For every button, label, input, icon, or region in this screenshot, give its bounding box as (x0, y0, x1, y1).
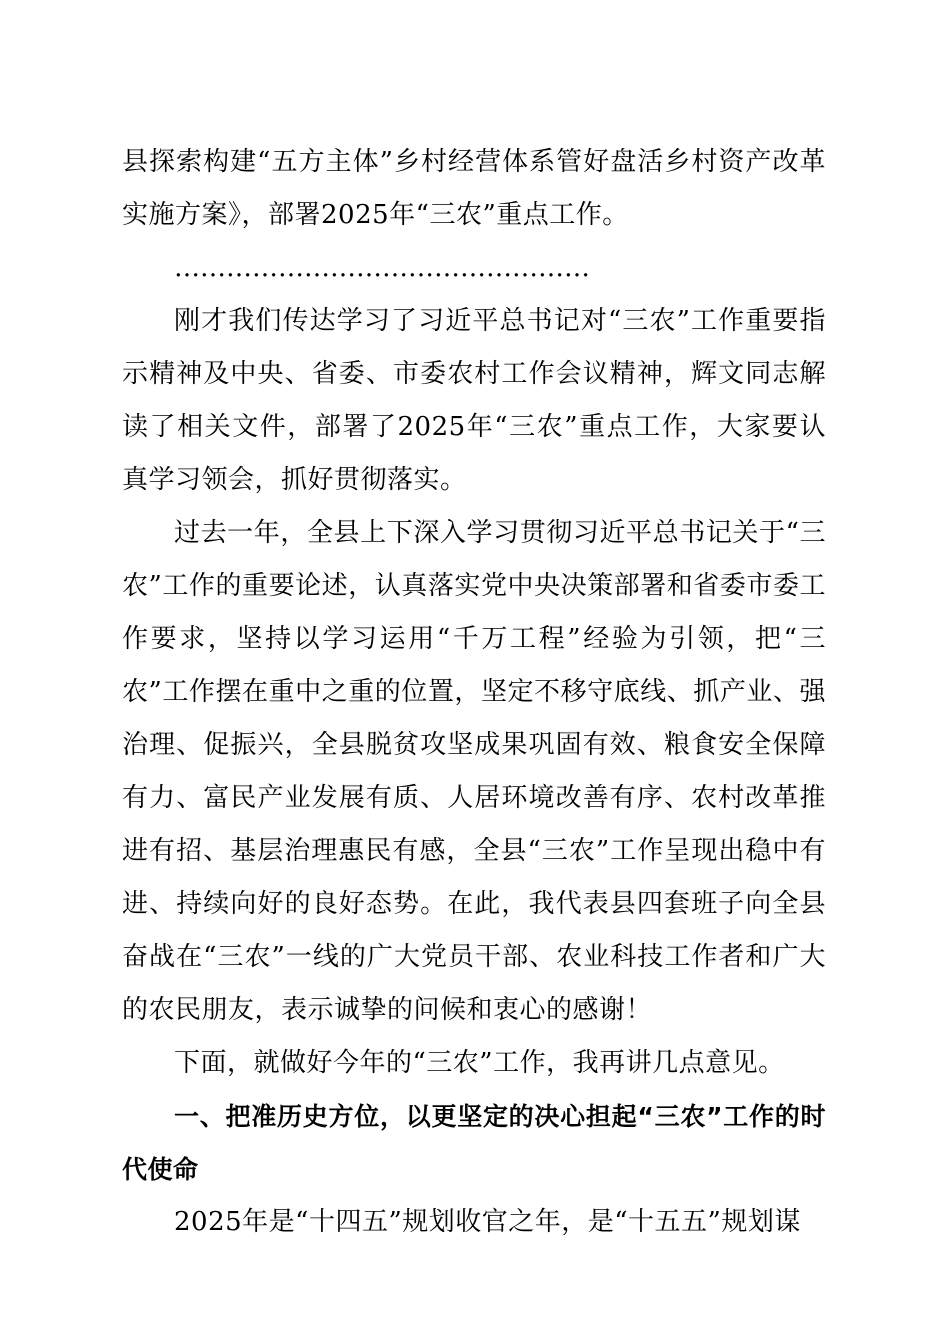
omission-ellipsis: ………………………………………… (174, 253, 590, 283)
paragraph-2025: 2025年是“十四五”规划收官之年，是“十五五”规划谋 (174, 1207, 801, 1237)
section-heading-1: 一、把准历史方位，以更坚定的决心担起“三农”工作的时代使命 (122, 1102, 826, 1184)
paragraph-intro: 下面，就做好今年的“三农”工作，我再讲几点意见。 (174, 1048, 785, 1078)
paragraph-transmission: 刚才我们传达学习了习近平总书记对“三农”工作重要指示精神及中央、省委、市委农村工作会议精神，辉文同志解读了相关文件，部署了2025年“三农”重点工作，大家要认真学习领会，抓好贯彻落实。 (122, 306, 826, 495)
document-page (122, 136, 826, 1249)
paragraph-review: 过去一年，全县上下深入学习贯彻习近平总书记关于“三农”工作的重要论述，认真落实党中央决策部署和省委市委工作要求，坚持以学习运用“千万工程”经验为引领，把“三农”工作摆在重中之重的位置，坚定不移守底线、抓产业、强治理、促振兴，全县脱贫攻坚成果巩固有效、粮食安全保障有力、富民产业发展有质、人居环境改善有序、农村改革推进有招、基层治理惠民有感，全县“三农”工作呈现出稳中有进、持续向好的良好态势。在此，我代表县四套班子向全县奋战在“三农”一线的广大党员干部、农业科技工作者和广大的农民朋友，表示诚挚的问候和衷心的感谢！ (122, 518, 826, 1025)
paragraph-continuation: 县探索构建“五方主体”乡村经营体系管好盘活乡村资产改革实施方案》，部署2025年“三农”重点工作。 (122, 147, 826, 230)
